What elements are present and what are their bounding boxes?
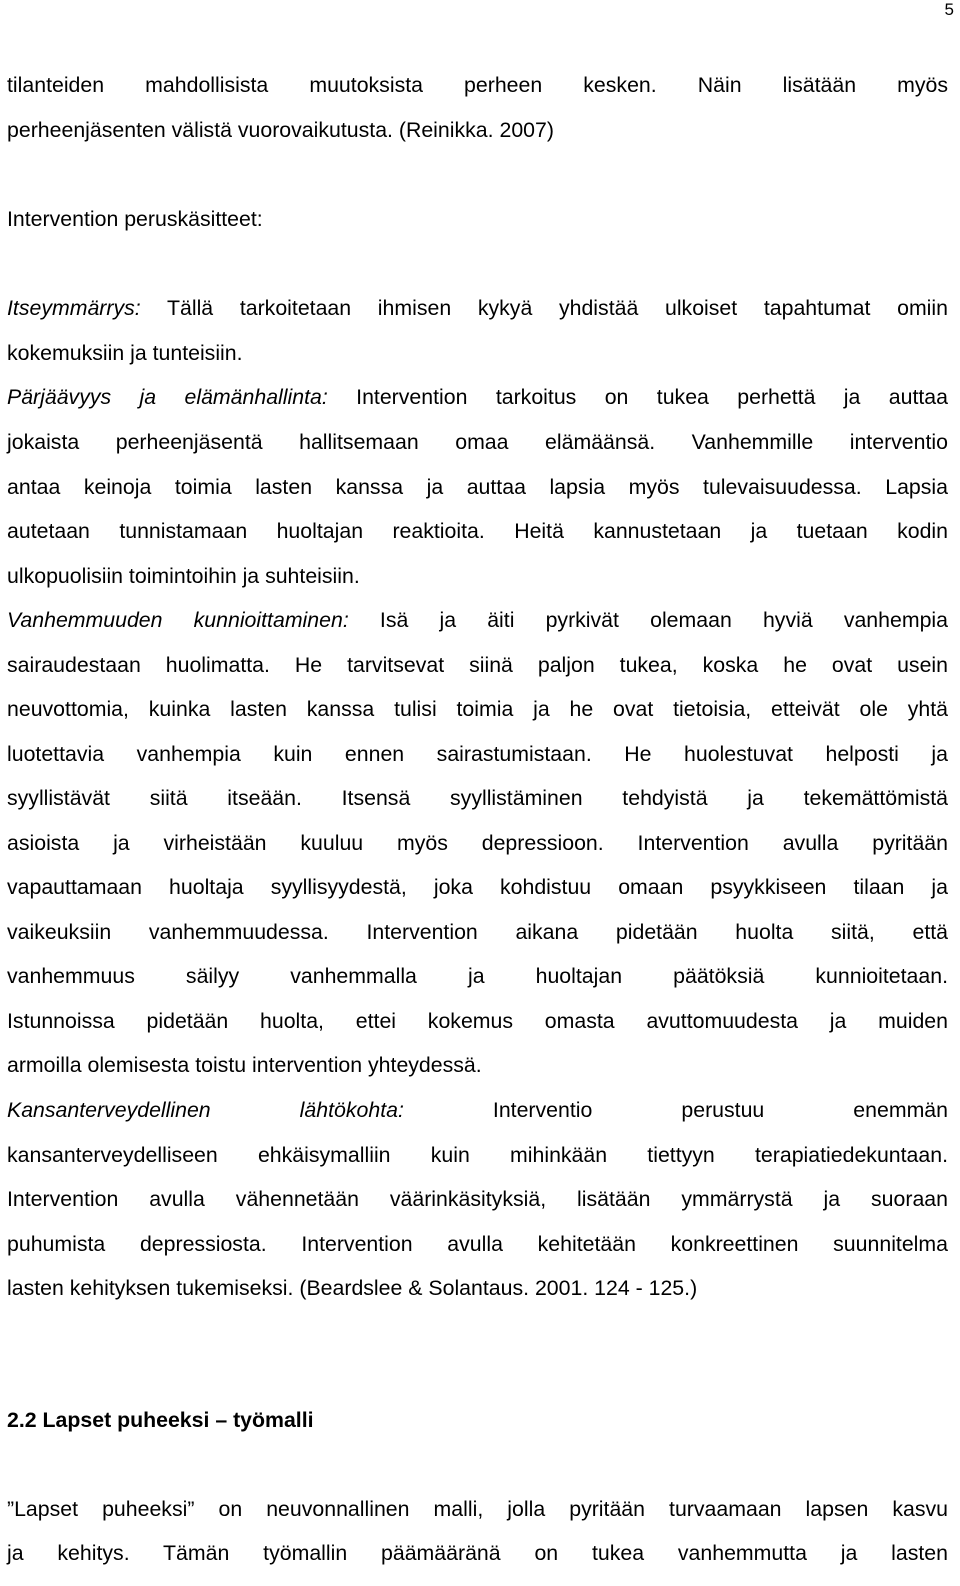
text-line [7,472,948,502]
line-text: ulkopuolisiin toimintoihin ja suhteisiin. [7,564,360,588]
text-line [7,1006,948,1036]
text-line [7,828,948,858]
text-line [7,204,948,234]
line-text: Tällä tarkoitetaan ihmisen kykyä yhdistää ulkoiset tapahtumat omiin [140,296,948,320]
section-heading [7,1405,948,1435]
term-label: Pärjäävyys ja elämänhallinta: [7,385,328,409]
text-line [7,115,948,145]
text-line [7,516,948,546]
text-line [7,561,948,591]
line-text: asioista ja virheistään kuuluu myös depressioon. Intervention avulla pyritään [7,831,948,855]
text-line [7,650,948,680]
text-line [7,1494,948,1524]
line-text: sairaudestaan huolimatta. He tarvitsevat siinä paljon tukea, koska he ovat usein [7,653,948,677]
line-text: Intervention peruskäsitteet: [7,207,263,231]
line-text: tilanteiden mahdollisista muutoksista perheen kesken. Näin lisätään myös [7,73,948,97]
line-text: Intervention tarkoitus on tukea perhettä ja auttaa [327,385,948,409]
text-line [7,293,948,323]
term-label: Itseymmärrys: [7,296,141,320]
line-text: autetaan tunnistamaan huoltajan reaktioita. Heitä kannustetaan ja tuetaan kodin [7,519,948,543]
text-line [7,1140,948,1170]
text-line [7,961,948,991]
line-text: ja kehitys. Tämän työmallin päämääränä on tukea vanhemmutta ja lasten [7,1541,948,1565]
text-line [7,70,948,100]
line-text: Interventio perustuu enemmän [403,1098,948,1122]
text-line [7,427,948,457]
text-line [7,1050,948,1080]
line-text: perheenjäsenten välistä vuorovaikutusta. (Reinikka. 2007) [7,118,554,142]
text-line [7,694,948,724]
line-text: neuvottomia, kuinka lasten kanssa tulisi toimia ja he ovat tietoisia, etteivät ole yhtä [7,697,948,721]
text-line [7,605,948,635]
text-line [7,382,948,412]
line-text: Istunnoissa pidetään huolta, ettei kokemus omasta avuttomuudesta ja muiden [7,1009,948,1033]
line-text: vaikeuksiin vanhemmuudessa. Intervention aikana pidetään huolta siitä, että [7,920,948,944]
text-line [7,1095,948,1125]
text-line [7,1273,948,1303]
line-text: puhumista depressiosta. Intervention avulla kehitetään konkreettinen suunnitelma [7,1232,948,1256]
text-line [7,338,948,368]
line-text: Intervention avulla vähennetään väärinkäsityksiä, lisätään ymmärrystä ja suoraan [7,1187,948,1211]
text-line [7,739,948,769]
line-text: kokemuksiin ja tunteisiin. [7,341,243,365]
line-text: luotettavia vanhempia kuin ennen sairastumistaan. He huolestuvat helposti ja [7,742,948,766]
line-text: ”Lapset puheeksi” on neuvonnallinen malli, jolla pyritään turvaamaan lapsen kasvu [7,1497,948,1521]
text-line [7,1184,948,1214]
term-label: Kansanterveydellinen lähtökohta: [7,1098,404,1122]
term-label: Vanhemmuuden kunnioittaminen: [7,608,349,632]
line-text: armoilla olemisesta toistu intervention yhteydessä. [7,1053,482,1077]
text-line [7,783,948,813]
line-text: syyllistävät siitä itseään. Itsensä syyllistäminen tehdyistä ja tekemättömistä [7,786,948,810]
page-number: 5 [944,0,954,19]
line-text: vapauttamaan huoltaja syyllisyydestä, joka kohdistuu omaan psyykkiseen tilaan ja [7,875,948,899]
line-text: kansanterveydelliseen ehkäisymalliin kuin mihinkään tiettyyn terapiatiedekuntaan. [7,1143,948,1167]
text-line [7,1538,948,1568]
line-text: jokaista perheenjäsentä hallitsemaan omaa elämäänsä. Vanhemmille interventio [7,430,948,454]
line-text: vanhemmuus säilyy vanhemmalla ja huoltajan päätöksiä kunnioitetaan. [7,964,948,988]
heading-text: 2.2 Lapset puheeksi – työmalli [7,1408,314,1432]
text-line [7,1229,948,1259]
line-text: lasten kehityksen tukemiseksi. (Beardslee & Solantaus. 2001. 124 - 125.) [7,1276,698,1300]
line-text: antaa keinoja toimia lasten kanssa ja auttaa lapsia myös tulevaisuudessa. Lapsia [7,475,948,499]
text-line [7,917,948,947]
text-line [7,872,948,902]
line-text: Isä ja äiti pyrkivät olemaan hyviä vanhempia [348,608,949,632]
